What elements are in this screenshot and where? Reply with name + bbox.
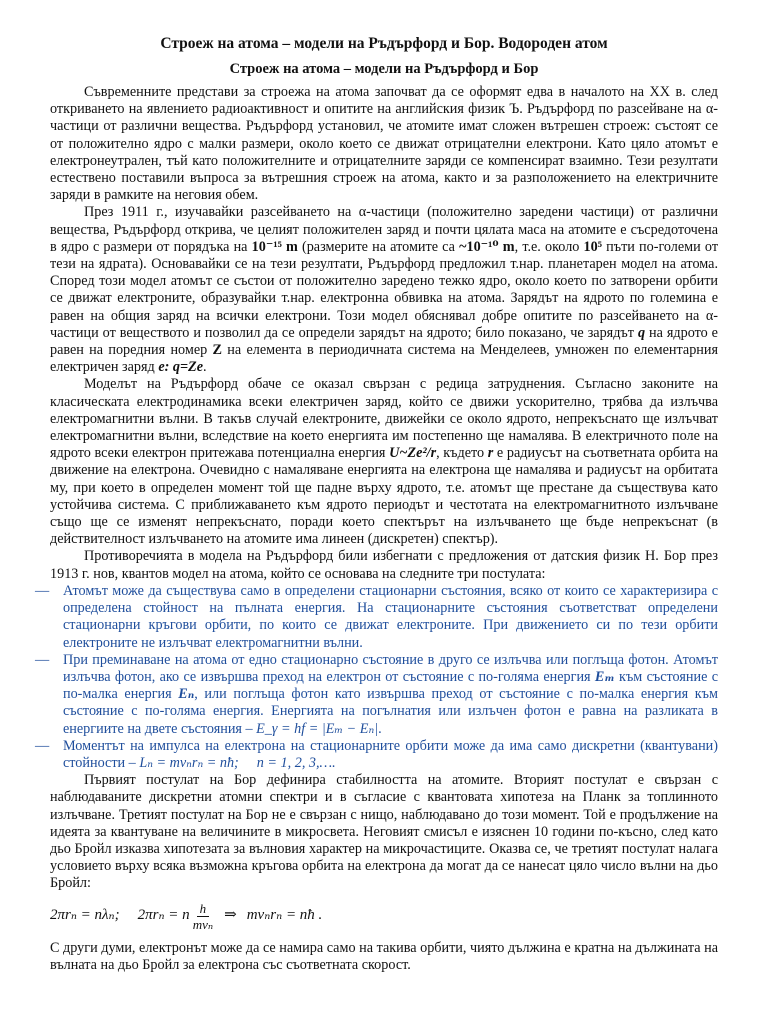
atom-size: ~10⁻¹⁰ m: [459, 238, 515, 255]
postulate-3: — Моментът на импулса на електрона на стационарните орбити може да има само дискретни (квантувани) стойности – Lₙ = mvₙrₙ = nħ; n = 1, 2, 3,….: [35, 737, 718, 771]
section-title: Строеж на атома – модели на Ръдърфорд и Бор: [229, 61, 539, 77]
paragraph-2: През 1911 г., изучавайки разсейването на α-частици (положително заредени частици) от различни вещества, Ръдърфорд открива, че целият положителен заряд и почти цялата маса на атомите е съсредоточена в ядро с размери от порядъка на 10⁻¹⁵ m (размерите на атомите са ~10⁻¹⁰ m, т.е. около 10⁵ пъти по-големи от тези на ядрата). Основавайки се на тези резултати, Ръдърфорд предложил т.нар. планетарен модел на атома. Според този модел атомът се състои от положително заредено тежко ядро, около което по затворени орбити се движат електроните, образувайки т.нар. електронна обвивка на атома. Зарядът на ядрото по големина е равен на общия заряд на всички електрони. Този модел обяснявал добре опитите по разсейването на α-частици от веществото и позволил да се определи зарядът на ядрото; било показано, че зарядът q на ядрото е равен на поредния номер Z на елемента в периодичната система на Менделеев, умножен по елементарния електричен заряд e: q=Ze.: [50, 204, 719, 376]
potential-energy-formula: U~Ze²/r: [389, 445, 437, 462]
page-title: Строеж на атома – модели на Ръдърфорд и Бор. Водороден атом: [160, 35, 608, 52]
paragraph-4: Противоречията в модела на Ръдърфорд били избегнати с предложения от датския физик Н. Бор през 1913 г. нов, квантов модел на атома, който се основава на следните три постулата:: [50, 548, 718, 582]
angular-momentum-formula: Lₙ = mvₙrₙ = nħ;: [139, 754, 239, 771]
fraction: $\frac{h}{\text{mvₙ}}$: [192, 900, 214, 932]
dash-bullet: —: [35, 737, 50, 754]
nucleus-size: 10⁻¹⁵ m: [251, 238, 298, 255]
postulate-2: — При преминаване на атома от едно стационарно състояние в друго се излъчва или поглъща фотон. Атомът излъчва фотон, ако се извършва преход на електрон от състояние с по-голяма енергия Eₘ към състояние с по-малка енергия Eₙ, или поглъща фотон като извършва преход от състояние с по-малка енергия към състояние с по-голяма енергия. Енергията на погълнатия или излъчен фотон е равна на разликата в енергиите на двете състояния – E_γ = hf = |Eₘ − Eₙ|.: [35, 651, 718, 737]
size-ratio: 10⁵: [583, 238, 602, 255]
photon-energy-formula: E_γ = hf = |Eₘ − Eₙ|: [256, 720, 379, 737]
paragraph-5: Първият постулат на Бор дефинира стабилността на атомите. Вторият постулат е свързан с наблюдаваните дискретни атомни спектри и в съгласие с квантовата хипотеза на Планк за топлинното излъчване. Третият постулат на Бор не е свързан с нищо, наблюдавано до този момент. Той е продължение на идеята за квантуване на величините в микросвета. Неговият смисъл е изяснен 10 години по-късно, след като дьо Бройл изказва хипотезата за вълновия характер на микрочастиците. Оказва се, че третият постулат налага условието върху всяка възможна кръгова орбита на електрона да могат да се нанесат цяло число вълни на дьо Бройл:: [50, 772, 718, 892]
postulate-1: — Атомът може да съществува само в определени стационарни състояния, всяко от които се характеризира с определена стойност на пълната енергия. На стационарните състояния съответстват определени стационарни кръгови орбити, по които се движат електроните. При движението си по тези орбити електроните не излъчват електромагнитни вълни.: [35, 582, 718, 651]
de-broglie-equation: 2πrₙ = nλₙ; 2πrₙ = n $\frac{h}{\text{mvₙ}}$ ⇒ mvₙrₙ = nħ .: [50, 900, 323, 932]
paragraph-6: С други думи, електронът може да се намира само на такива орбити, чиято дължина е кратна на дължината на вълната на дьо Бройл за електрона със съответната скорост.: [50, 939, 718, 973]
dash-bullet: —: [35, 651, 50, 668]
bohr-postulates-list: [35, 582, 718, 772]
charge-formula: e: q=Ze: [158, 359, 204, 376]
paragraph-1: Съвременните представи за строежа на атома започват да се оформят едва в началото на XX в. след откриването на явлението радиоактивност и опитите на английския физик Ъ. Ръдърфорд по разсейване на α-частици от различни вещества. Ръдърфорд установил, че атомите имат сложен вътрешен строеж: състоят се от положително ядро с малки размери, около което се движат отрицателни електрони. Като цяло атомът е електронеутрален, тъй като положителните и отрицателните заряди се компенсират взаимно. Тези резултати естествено поставили въпроса за вътрешния строеж на атома, както и за разположението на електричните заряди в рамките на неговия обем.: [50, 84, 718, 204]
paragraph-3: Моделът на Ръдърфорд обаче се оказал свързан с редица затруднения. Съгласно законите на класическата електродинамика всеки електричен заряд, който се движи ускорително, трябва да излъчва електромагнитни вълни. В такъв случай електроните, движейки се около ядрото, непрекъснато ще излъчват електромагнитни вълни, вследствие на което енергията им постепенно ще намалява. В електричното поле на ядрото всеки електрон притежава потенциална енергия U~Ze²/r, където r е радиусът на съответната орбита на движение на електрона. Очевидно с намаляване енергията на електрона ще намалява и радиусът на орбитата му, при което в определен момент той ще падне върху ядрото, т.е. атомът ще престане да съществува като устойчива система. С приближаването към ядрото периодът и честотата на електромагнитното излъчване също ще се изменят непрекъснато, поради което спектърът на излъчването ще бъде непрекъснат (в действителност излъчването на атомите има линеен (дискретен) спектър).: [50, 376, 718, 548]
dash-bullet: —: [35, 582, 50, 599]
